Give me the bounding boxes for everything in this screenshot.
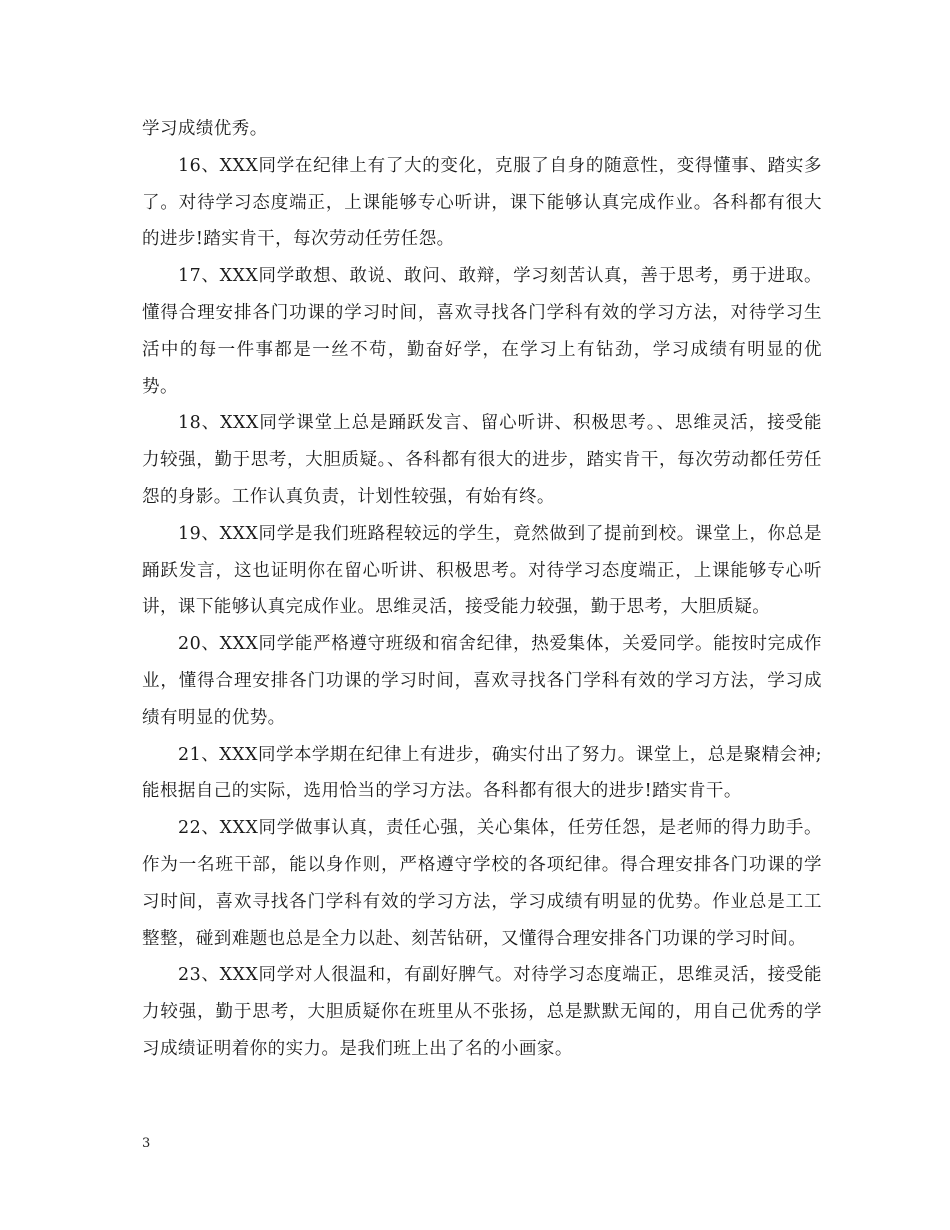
paragraph-comment-17: 17、XXX同学敢想、敢说、敢问、敢辩，学习刻苦认真，善于思考，勇于进取。懂得合理安排各门功课的学习时间，喜欢寻找各门学科有效的学习方法，对待学习生活中的每一件事都是一丝不苟，勤奋好学，在学习上有钻劲，学习成绩有明显的优势。 [142,266,822,397]
paragraph-comment-21: 21、XXX同学本学期在纪律上有进步，确实付出了努力。课堂上，总是聚精会神;能根据自己的实际，选用恰当的学习方法。各科都有很大的进步!踏实肯干。 [142,744,822,802]
paragraph-comment-19: 19、XXX同学是我们班路程较远的学生，竟然做到了提前到校。课堂上，你总是踊跃发言，这也证明你在留心听讲、积极思考。对待学习态度端正，上课能够专心听讲，课下能够认真完成作业。思维灵活，接受能力较强，勤于思考，大胆质疑。 [142,523,822,618]
paragraph-comment-20: 20、XXX同学能严格遵守班级和宿舍纪律，热爱集体，关爱同学。能按时完成作业，懂得合理安排各门功课的学习时间，喜欢寻找各门学科有效的学习方法，学习成绩有明显的优势。 [142,634,822,728]
paragraph-continuation: 学习成绩优秀。 [142,119,268,139]
paragraph-comment-18: 18、XXX同学课堂上总是踊跃发言、留心听讲、积极思考。、思维灵活，接受能力较强，勤于思考，大胆质疑。、各科都有很大的进步，踏实肯干，每次劳动都任劳任怨的身影。工作认真负责，计划性较强，有始有终。 [142,413,822,507]
body-text [142,111,822,1068]
paragraph-comment-23: 23、XXX同学对人很温和，有副好脾气。对待学习态度端正，思维灵活，接受能力较强，勤于思考，大胆质疑你在班里从不张扬，总是默默无闻的，用自己优秀的学习成绩证明着你的实力。是我们班上出了名的小画家。 [142,965,822,1059]
page-number: 3 [142,1136,151,1151]
paragraph-comment-22: 22、XXX同学做事认真，责任心强，关心集体，任劳任怨，是老师的得力助手。作为一名班干部，能以身作则，严格遵守学校的各项纪律。得合理安排各门功课的学习时间，喜欢寻找各门学科有效的学习方法，学习成绩有明显的优势。作业总是工工整整，碰到难题也总是全力以赴、刻苦钻研，又懂得合理安排各门功课的学习时间。 [142,818,822,949]
paragraph-comment-16: 16、XXX同学在纪律上有了大的变化，克服了自身的随意性，变得懂事、踏实多了。对待学习态度端正，上课能够专心听讲，课下能够认真完成作业。各科都有很大的进步!踏实肯干，每次劳动任劳任怨。 [142,155,822,250]
